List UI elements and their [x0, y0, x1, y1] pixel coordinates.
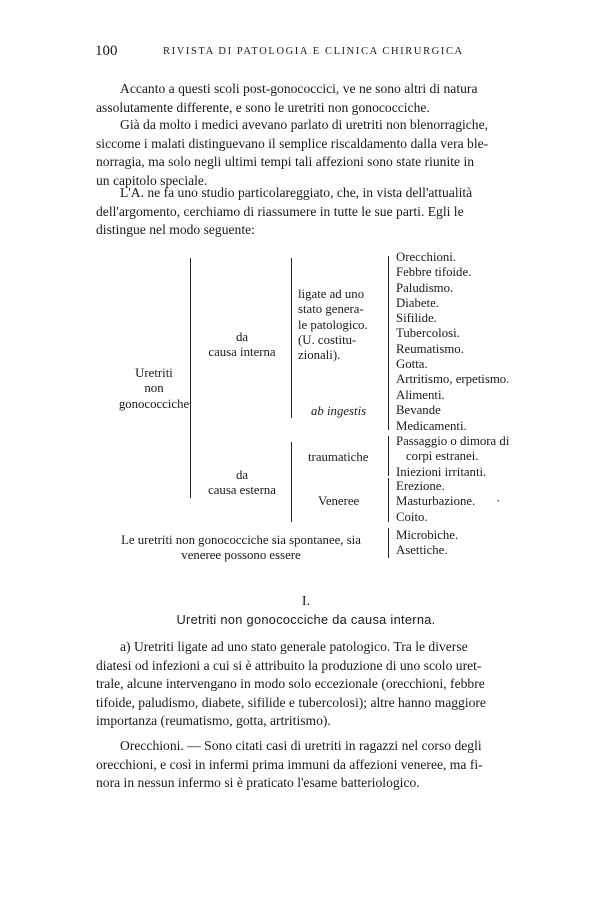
list-item: Masturbazione.	[396, 494, 476, 509]
list-item: Asettiche.	[396, 543, 448, 558]
veneree-label: Veneree	[318, 494, 360, 508]
list-item: Passaggio o dimora di	[396, 434, 510, 448]
section-title: Uretriti non gonococciche da causa interna.	[176, 612, 436, 627]
text-line: orecchioni, e così in infermi prima immuni da affezioni veneree, ma fi-	[96, 756, 483, 772]
text-line: siccome i malati distinguevano il semplice riscaldamento dalla vera ble-	[96, 135, 489, 151]
interna-brace	[291, 258, 292, 418]
leader-dot: ·	[496, 494, 501, 508]
section-paragraph-1	[96, 638, 528, 731]
text-line: L'A. ne fa uno studio particolareggiato, che, in vista dell'attualità	[120, 185, 473, 200]
text-line: Già da molto i medici avevano parlato di uretriti non blenorragiche,	[120, 117, 489, 132]
list-item: Bevande	[396, 403, 441, 418]
closing-note: Le uretriti non gonococciche sia spontanee, sia veneree possono essere	[121, 533, 361, 563]
text-line: dell'argomento, cerchiamo di riassumere in tutte le sue parti. Egli le	[96, 203, 464, 219]
interna-label: da causa interna	[208, 330, 276, 360]
esterna-brace	[291, 442, 292, 522]
list-item: Diabete.	[396, 295, 439, 310]
section-paragraph-2	[96, 737, 528, 793]
text-line: norragia, ma solo negli ultimi tempi tali affezioni sono state riunite in	[96, 154, 475, 169]
venereal-list	[396, 479, 475, 525]
list-item: Sifilide.	[396, 311, 437, 326]
text-line: trale, alcune intervengano in modo solo eccezionale (orecchioni, febbre	[96, 676, 485, 691]
text-line: un capitolo speciale.	[96, 172, 208, 188]
ligate-brace	[388, 256, 389, 392]
list-item: Orecchioni.	[396, 250, 457, 264]
text-line: diatesi od infezioni a cui si è attribuito la produzione di uno scolo uret-	[96, 657, 482, 673]
list-item: Paludismo.	[396, 280, 454, 295]
list-item: Febbre tifoide.	[396, 265, 472, 280]
list-item: corpi estranei.	[406, 449, 479, 464]
text-line: nora in nessun infermo si è praticato l'esame batteriologico.	[96, 775, 420, 790]
root-label: Uretriti non gonococciche	[118, 366, 190, 411]
list-item: Microbiche.	[396, 528, 459, 542]
traumatiche-brace	[388, 436, 389, 476]
list-item: Iniezioni irritanti.	[396, 464, 487, 479]
ingestis-list	[396, 388, 467, 434]
list-item: Tubercolosi.	[396, 326, 460, 341]
closing-brace	[388, 528, 389, 558]
traumatiche-label: traumatiche	[308, 450, 369, 464]
list-item: Gotta.	[396, 357, 428, 372]
text-line: Orecchioni. — Sono citati casi di uretriti in ragazzi nel corso degli	[120, 738, 482, 753]
ligate-label: ligate ad uno stato genera- le patologico. (U. costitu- zionali).	[298, 287, 368, 363]
list-item: Coito.	[396, 509, 428, 524]
intro-paragraph-2	[96, 116, 528, 190]
text-line: Accanto a questi scoli post-gonococcici, ve ne sono altri di natura	[120, 81, 478, 96]
list-item: Reumatismo.	[396, 341, 464, 356]
esterna-label: da causa esterna	[208, 468, 276, 498]
text-line: importanza (reumatismo, gotta, artritismo).	[96, 713, 331, 728]
list-item: Alimenti.	[396, 388, 445, 402]
text-line: assolutamente differente, e sono le uretriti non gonococciche.	[96, 99, 430, 115]
intro-paragraph-1	[96, 80, 528, 117]
section-numeral: I.	[301, 594, 311, 609]
intro-paragraph-3	[96, 184, 528, 240]
traumatic-list	[396, 434, 509, 480]
running-header: RIVISTA DI PATOLOGIA E CLINICA CHIRURGICA	[163, 46, 464, 57]
veneree-brace	[388, 478, 389, 522]
constitutional-list	[396, 250, 509, 388]
text-line: tifoide, paludismo, diabete, sifilide e tubercolosi); altre hanno maggiore	[96, 694, 486, 710]
list-item: Medicamenti.	[396, 418, 467, 433]
closing-list	[396, 528, 458, 559]
page-number: 100	[95, 43, 118, 59]
text-line: distingue nel modo seguente:	[96, 222, 255, 237]
root-brace	[190, 258, 191, 498]
text-line: a) Uretriti ligate ad uno stato generale patologico. Tra le diverse	[120, 639, 468, 654]
list-item: Artritismo, erpetismo.	[396, 372, 510, 387]
ingestis-label: ab ingestis	[311, 404, 367, 418]
list-item: Erezione.	[396, 479, 445, 493]
ingestis-brace	[388, 392, 389, 430]
